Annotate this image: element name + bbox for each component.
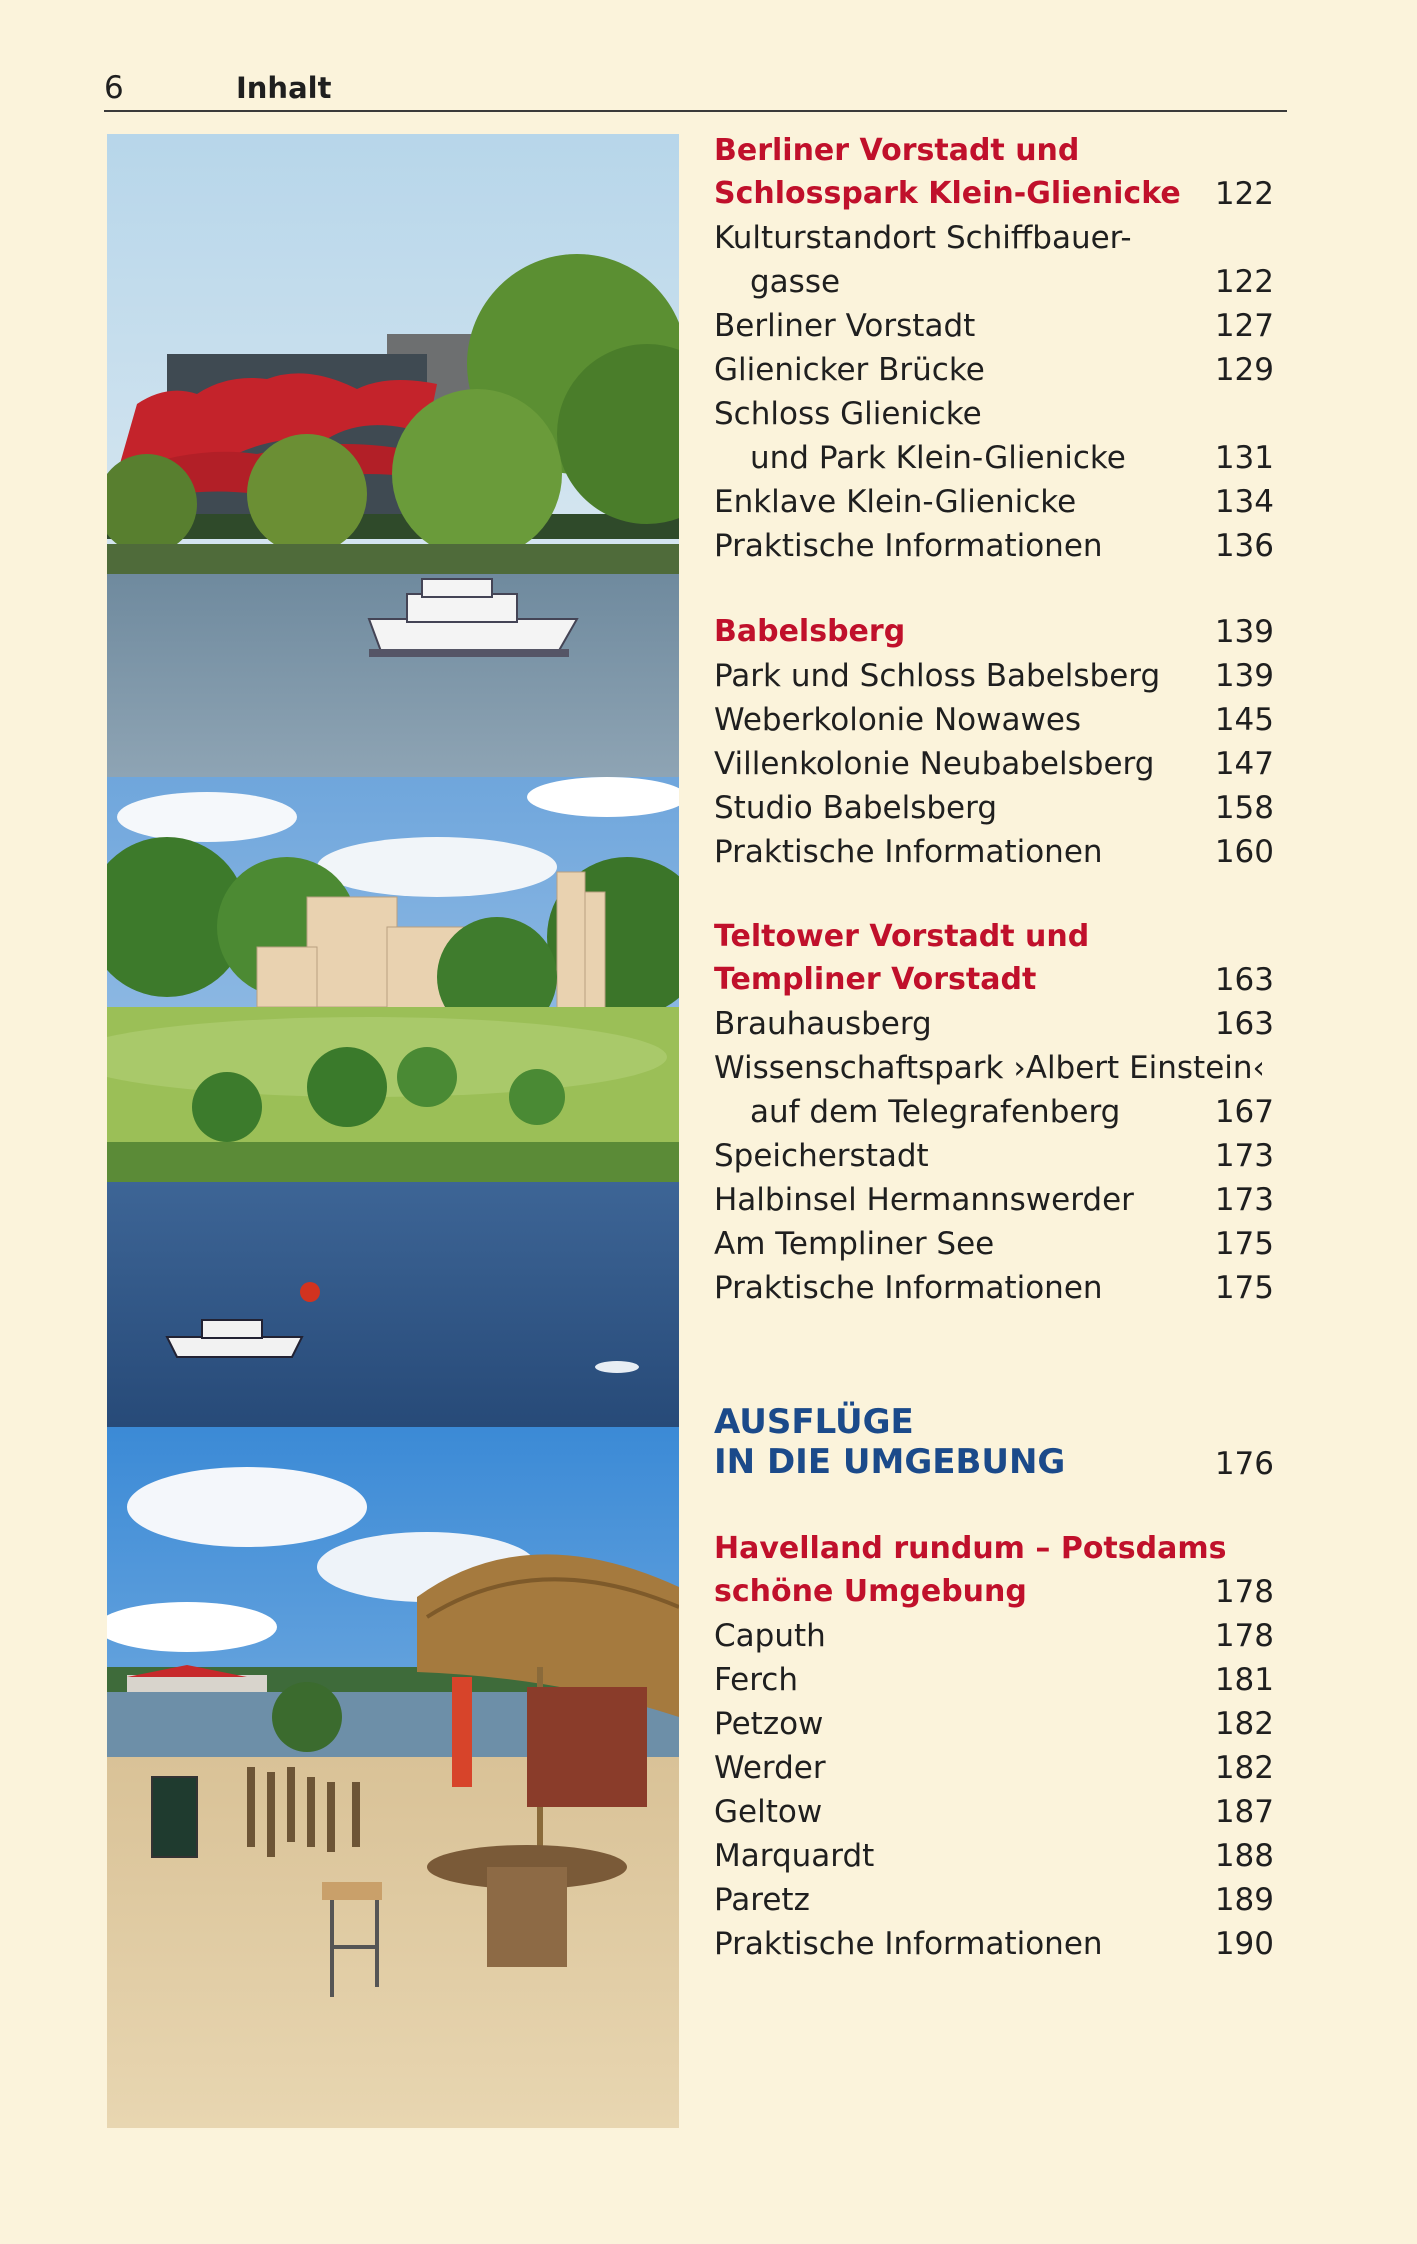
toc-entry[interactable]: Praktische Informationen 175 bbox=[714, 1270, 1274, 1306]
toc-entry[interactable]: Park und Schloss Babelsberg 139 bbox=[714, 658, 1274, 694]
toc-entry[interactable]: Praktische Informationen 136 bbox=[714, 528, 1274, 564]
toc-entry[interactable]: Praktische Informationen 160 bbox=[714, 834, 1274, 870]
toc-entry[interactable]: Enklave Klein-Glienicke 134 bbox=[714, 484, 1274, 520]
toc-entry[interactable]: Halbinsel Hermannswerder 173 bbox=[714, 1182, 1274, 1218]
header-title: Inhalt bbox=[236, 71, 332, 105]
spacer bbox=[714, 1310, 1274, 1402]
spacer bbox=[714, 874, 1274, 916]
spacer bbox=[714, 568, 1274, 610]
toc-entry[interactable]: Werder 182 bbox=[714, 1750, 1274, 1786]
toc-entry[interactable]: Weberkolonie Nowawes 145 bbox=[714, 702, 1274, 738]
toc-entry[interactable]: Templiner Vorstadt 163 bbox=[714, 962, 1274, 998]
toc-entry[interactable]: Ferch 181 bbox=[714, 1662, 1274, 1698]
toc-entry[interactable]: Schloss Glienicke bbox=[714, 396, 982, 432]
photo-beach-bar bbox=[107, 1427, 679, 2128]
toc-entry[interactable]: Marquardt 188 bbox=[714, 1838, 1274, 1874]
photo-castle-park bbox=[107, 777, 679, 1427]
toc-entry[interactable]: Am Templiner See 175 bbox=[714, 1226, 1274, 1262]
toc-entry[interactable]: gasse 122 bbox=[750, 264, 1274, 300]
toc-entry[interactable]: Caputh 178 bbox=[714, 1618, 1274, 1654]
toc-entry[interactable]: IN DIE UMGEBUNG 176 bbox=[714, 1442, 1274, 1482]
photo-theater-boat bbox=[107, 134, 679, 777]
toc-entry[interactable]: Kulturstandort Schiffbauer- bbox=[714, 220, 1132, 256]
page-header bbox=[104, 66, 1287, 112]
section-title: Teltower Vorstadt und bbox=[714, 919, 1090, 954]
toc-entry[interactable]: Berliner Vorstadt 127 bbox=[714, 308, 1274, 344]
toc-entry[interactable]: Studio Babelsberg 158 bbox=[714, 790, 1274, 826]
toc-entry[interactable]: Speicherstadt 173 bbox=[714, 1138, 1274, 1174]
toc-entry[interactable]: auf dem Telegrafenberg 167 bbox=[750, 1094, 1274, 1130]
page-number: 6 bbox=[104, 70, 124, 106]
spacer bbox=[714, 1486, 1274, 1528]
toc-entry[interactable]: Glienicker Brücke 129 bbox=[714, 352, 1274, 388]
chapter-heading: AUSFLÜGE bbox=[714, 1402, 914, 1442]
toc-entry[interactable]: und Park Klein-Glienicke 131 bbox=[750, 440, 1274, 476]
toc-entry[interactable]: Wissenschaftspark ›Albert Einstein‹ bbox=[714, 1050, 1265, 1086]
toc-entry[interactable]: Praktische Informationen 190 bbox=[714, 1926, 1274, 1962]
section-title: Berliner Vorstadt und bbox=[714, 133, 1080, 168]
toc-entry[interactable]: Schlosspark Klein-Glienicke 122 bbox=[714, 176, 1274, 212]
toc-entry[interactable]: Geltow 187 bbox=[714, 1794, 1274, 1830]
toc-entry[interactable]: Villenkolonie Neubabelsberg 147 bbox=[714, 746, 1274, 782]
toc-entry[interactable]: Paretz 189 bbox=[714, 1882, 1274, 1918]
toc-entry[interactable]: Babelsberg 139 bbox=[714, 614, 1274, 650]
section-title: Havelland rundum – Potsdams bbox=[714, 1531, 1227, 1566]
toc-entry[interactable]: schöne Umgebung 178 bbox=[714, 1574, 1274, 1610]
table-of-contents bbox=[714, 130, 1274, 1966]
toc-entry[interactable]: Brauhausberg 163 bbox=[714, 1006, 1274, 1042]
toc-entry[interactable]: Petzow 182 bbox=[714, 1706, 1274, 1742]
